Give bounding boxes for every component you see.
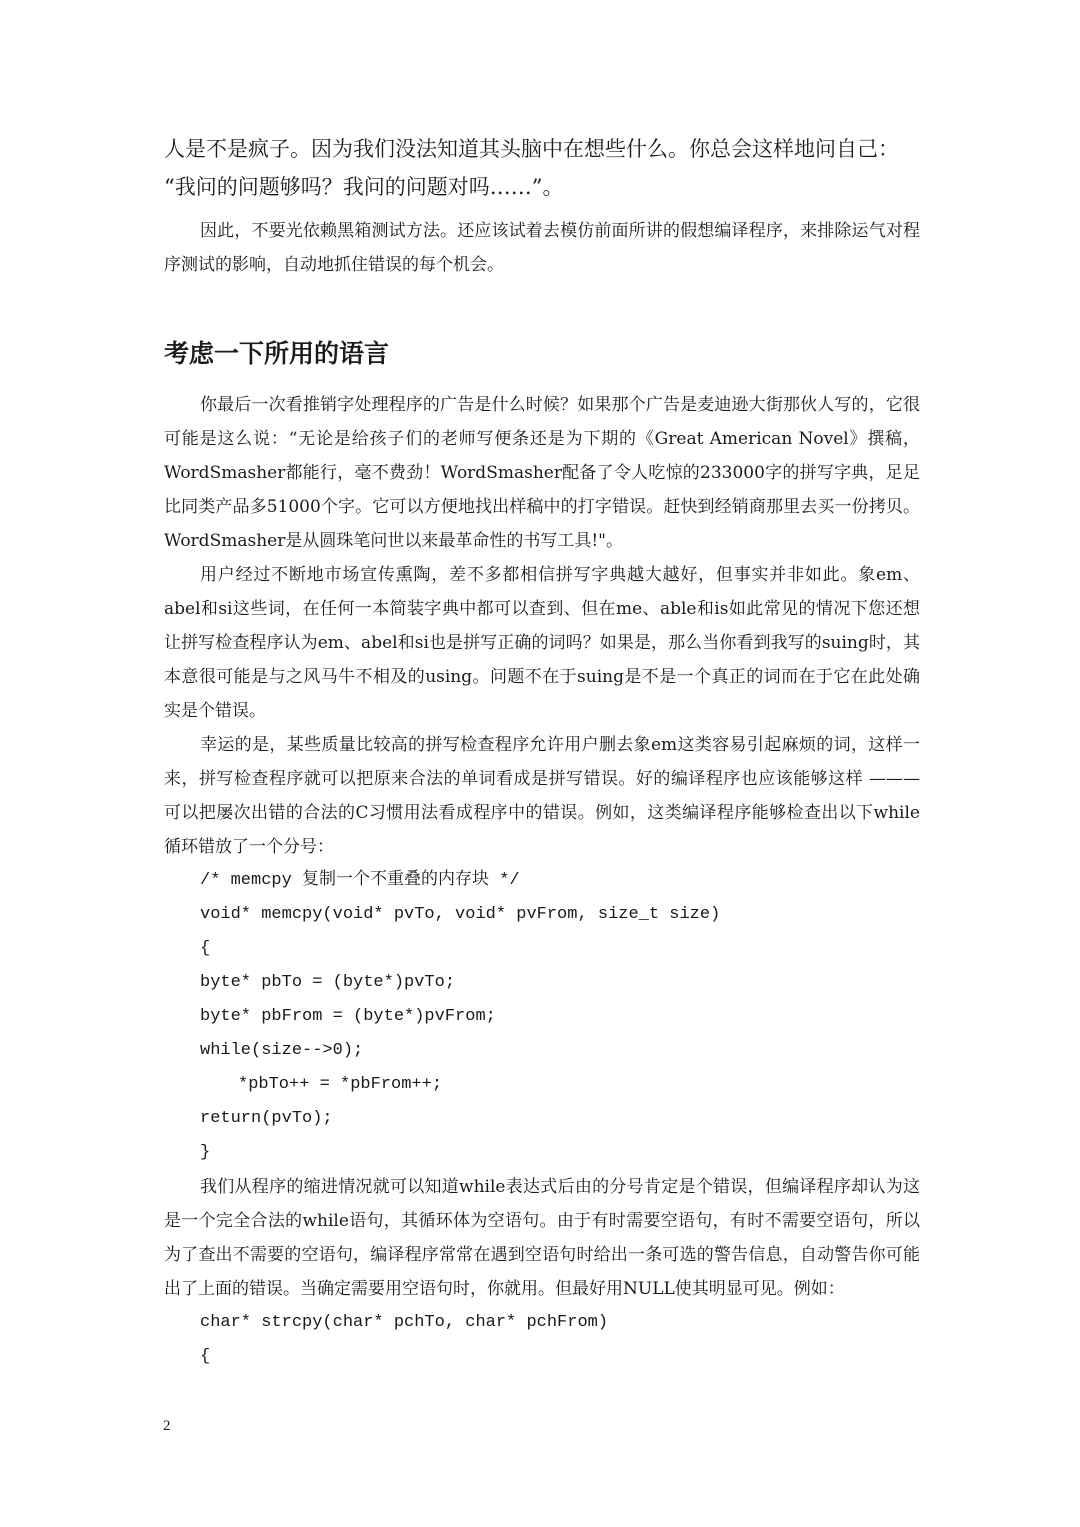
paragraph-4: 我们从程序的缩进情况就可以知道while表达式后由的分号肯定是个错误，但编译程序却认为这是一个完全合法的while语句，其循环体为空语句。由于有时需要空语句，有时不需要空语句，所以为了查出不需要的空语句，编译程序常常在遇到空语句时给出一条可选的警告信息，自动警告你可能出了上面的错误。当确定需要用空语句时，你就用。但最好用NULL使其明显可见。例如： [164, 1177, 920, 1299]
code-block-strcpy [164, 1306, 920, 1374]
intro-line-2: “我问的问题够吗？我问的问题对吗……”。 [164, 175, 564, 199]
intro-line-1: 人是不是疯子。因为我们没法知道其头脑中在想些什么。你总会这样地问自己： [164, 137, 899, 161]
code-line: return(pvTo); [200, 1109, 333, 1128]
code-line: void* memcpy(void* pvTo, void* pvFrom, size_t size) [200, 905, 721, 924]
code-line: byte* pbFrom = (byte*)pvFrom; [200, 1007, 496, 1026]
code-line: /* memcpy 复制一个不重叠的内存块 */ [200, 871, 520, 890]
code-block-memcpy [164, 864, 920, 1170]
page-number: 2 [163, 1418, 171, 1434]
code-line: char* strcpy(char* pchTo, char* pchFrom) [200, 1313, 609, 1332]
code-line: } [200, 1143, 211, 1162]
paragraph-1: 你最后一次看推销字处理程序的广告是什么时候？如果那个广告是麦迪逊大街那伙人写的，它很可能是这么说：“无论是给孩子们的老师写便条还是为下期的《Great American Novel》撰稿，WordSmasher都能行，毫不费劲！WordSmasher配备了令人吃惊的233000字的拼写字典，足足比同类产品多51000个字。它可以方便地找出样稿中的打字错误。赶快到经销商那里去买一份拷贝。WordSmasher是从圆珠笔问世以来最革命性的书写工具!"。 [164, 395, 920, 551]
code-line: *pbTo++ = *pbFrom++; [238, 1075, 443, 1094]
code-line: { [200, 1347, 211, 1366]
paragraph-2: 用户经过不断地市场宣传熏陶，差不多都相信拼写字典越大越好，但事实并非如此。象em、abel和si这些词，在任何一本简装字典中都可以查到、但在me、able和is如此常见的情况下您还想让拼写检查程序认为em、abel和si也是拼写正确的词吗？如果是，那么当你看到我写的suing时，其本意很可能是与之风马牛不相及的using。问题不在于suing是不是一个真正的词而在于它在此处确实是个错误。 [164, 565, 920, 721]
code-line: while(size-->0); [200, 1041, 364, 1060]
intro [164, 130, 920, 282]
page-content [164, 130, 920, 1374]
code-line: { [200, 939, 211, 958]
paragraph-3: 幸运的是，某些质量比较高的拼写检查程序允许用户删去象em这类容易引起麻烦的词，这样一来，拼写检查程序就可以把原来合法的单词看成是拼写错误。好的编译程序也应该能够这样 ——— 可以把屡次出错的合法的C习惯用法看成程序中的错误。例如，这类编译程序能够检查出以下while循环错放了一个分号： [164, 735, 920, 857]
intro-paragraph: 因此，不要光依赖黑箱测试方法。还应该试着去模仿前面所讲的假想编译程序，来排除运气对程序测试的影响，自动地抓住错误的每个机会。 [164, 221, 920, 275]
section-heading: 考虑一下所用的语言 [164, 339, 390, 368]
code-line: byte* pbTo = (byte*)pvTo; [200, 973, 456, 992]
